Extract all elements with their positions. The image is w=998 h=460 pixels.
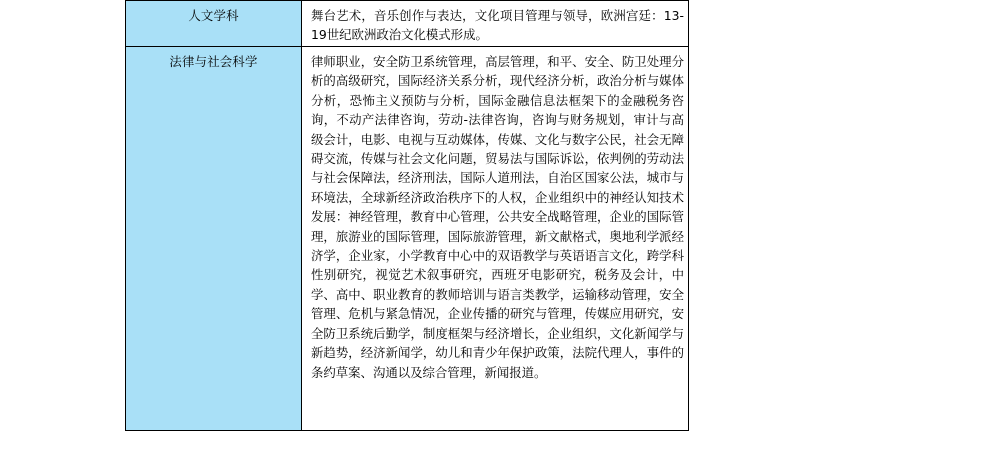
table-row [126, 1, 689, 47]
description-text: 律师职业，安全防卫系统管理，高层管理，和平、安全、防卫处理分析的高级研究，国际经济关系分析，现代经济分析，政治分析与媒体分析，恐怖主义预防与分析，国际金融信息法框架下的金融税务咨询，不动产法律咨询，劳动-法律咨询，咨询与财务规划，审计与高级会计，电影、电视与互动媒体，传媒、文化与数字公民，社会无障碍交流，传媒与社会文化问题，贸易法与国际诉讼，依判例的劳动法与社会保障法，经济刑法，国际人道刑法，自治区国家公法，城市与环境法，全球新经济政治秩序下的人权，企业组织中的神经认知技术发展：神经管理，教育中心管理，公共安全战略管理，企业的国际管理，旅游业的国际管理，国际旅游管理，新文献格式，奥地利学派经济学，企业家，小学教育中心中的双语教学与英语语言文化，跨学科性别研究，视觉艺术叙事研究，西班牙电影研究，税务及会计，中学、高中、职业教育的教师培训与语言类教学，运输移动管理，安全管理、危机与紧急情况，企业传播的研究与管理，传媒应用研究，安全防卫系统后勤学，制度框架与经济增长，企业组织，文化新闻学与新趋势，经济新闻学，幼儿和青少年保护政策，法院代理人，事件的条约草案、沟通以及综合管理，新闻报道。 [311, 54, 684, 380]
description-cell [302, 1, 689, 47]
description-text: 舞台艺术，音乐创作与表达，文化项目管理与领导，欧洲宫廷：13-19世纪欧洲政治文化模式形成。 [311, 8, 684, 43]
subject-cell [126, 47, 302, 431]
subject-cell [126, 1, 302, 47]
description-cell [302, 47, 689, 431]
table-row [126, 47, 689, 431]
subject-label: 法律与社会科学 [169, 54, 258, 69]
program-table [125, 0, 689, 431]
subject-label: 人文学科 [188, 8, 239, 23]
